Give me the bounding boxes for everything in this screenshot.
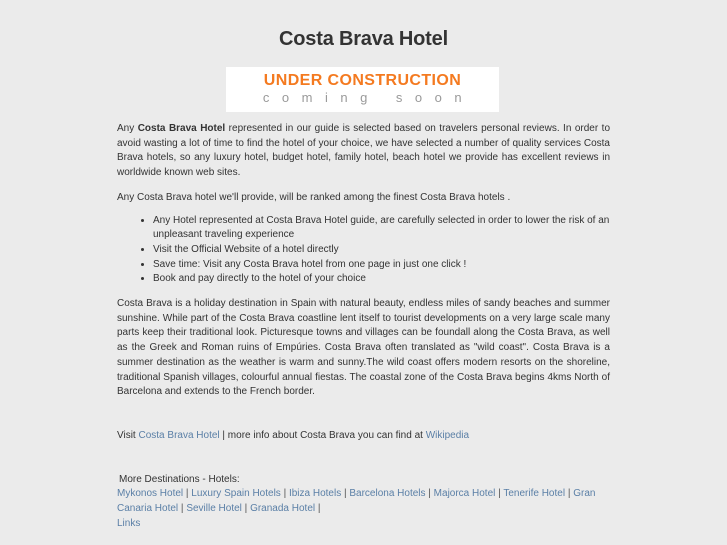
link-tenerife-hotel[interactable]: Tenerife Hotel (503, 488, 566, 500)
feature-list (117, 214, 610, 288)
link-seville-hotel[interactable]: Seville Hotel (186, 503, 242, 515)
list-item: • Any Hotel represented at Costa Brava Hotel guide, are carefully selected in order to lower the risk of an unpleasant traveling experience (153, 214, 610, 243)
banner-subheading: coming soon (262, 90, 475, 105)
link-granada-hotel[interactable]: Granada Hotel (250, 503, 316, 515)
link-majorca-hotel[interactable]: Majorca Hotel (433, 488, 496, 500)
more-destinations-label: More Destinations - Hotels: (119, 473, 240, 485)
link-ibiza-hotels[interactable]: Ibiza Hotels (288, 488, 342, 500)
list-item: • Book and pay directly to the hotel of your choice (153, 272, 610, 287)
list-item: • Visit the Official Website of a hotel directly (153, 243, 610, 258)
banner-heading: UNDER CONSTRUCTION (263, 72, 462, 89)
page-title: Costa Brava Hotel (279, 28, 448, 50)
wikipedia-link[interactable]: Wikipedia (425, 429, 470, 441)
intro-rest: represented in our guide is selected based on travelers personal reviews. In order to avoid wasting a lot of time to find the hotel of your choice, we have selected a number of quality services Costa Brava hotels, so any luxury hotel, budget hotel, family hotel, beach hotel we provide has excellent reviews in worldwide known web sites. (117, 123, 611, 179)
link-gran-canaria-hotel[interactable]: Gran Canaria Hotel (117, 488, 596, 515)
link-mykonos-hotel[interactable]: Mykonos Hotel (117, 488, 184, 500)
visit-middle: | more info about Costa Brava you can find at (219, 429, 426, 441)
link-luxury-spain-hotels[interactable]: Luxury Spain Hotels (191, 488, 281, 500)
ranked-paragraph: Any Costa Brava hotel we'll provide, will be ranked among the finest Costa Brava hotels . (117, 191, 511, 203)
main-content (117, 120, 610, 531)
visit-line (117, 429, 610, 444)
link-barcelona-hotels[interactable]: Barcelona Hotels (349, 488, 426, 500)
under-construction-banner (226, 67, 499, 112)
intro-lead: Any (117, 123, 138, 134)
more-destinations: More Destinations - Hotels: Mykonos Hotel | Luxury Spain Hotels | Ibiza Hotels | Barcelona Hotels | Majorca Hotel | Tenerife Hotel | Gran Canaria Hotel | Seville Hotel | Granada Hotel | Links (117, 473, 596, 529)
intro-paragraph (117, 122, 610, 181)
intro-bold: Costa Brava Hotel (137, 123, 226, 134)
list-item: • Save time: Visit any Costa Brava hotel from one page in just one click ! (153, 258, 610, 273)
visit-prefix: Visit (117, 429, 139, 441)
link-links[interactable]: Links (117, 517, 141, 529)
description-paragraph: Costa Brava is a holiday destination in Spain with natural beauty, endless miles of sandy beaches and summer sunshine. While part of the Costa Brava coastline lent itself to tourist developments on a very large scale many parts keep their traditional look. Picturesque towns and villages can be foundall along the Costa Brava, as well as the Greek and Roman ruins of Empúries. Costa Brava often translated as "wild coast". Costa Brava is a summer destination as the weather is warm and sunny.The wild coast offers modern resorts on the shoreline, traditional Spanish villages, colourful annual fiestas. The coastal zone of the Costa Brava begins 4kms North of Barcelona and extends to the French border. (117, 298, 610, 398)
costa-brava-hotel-link[interactable]: Costa Brava Hotel (138, 429, 220, 441)
